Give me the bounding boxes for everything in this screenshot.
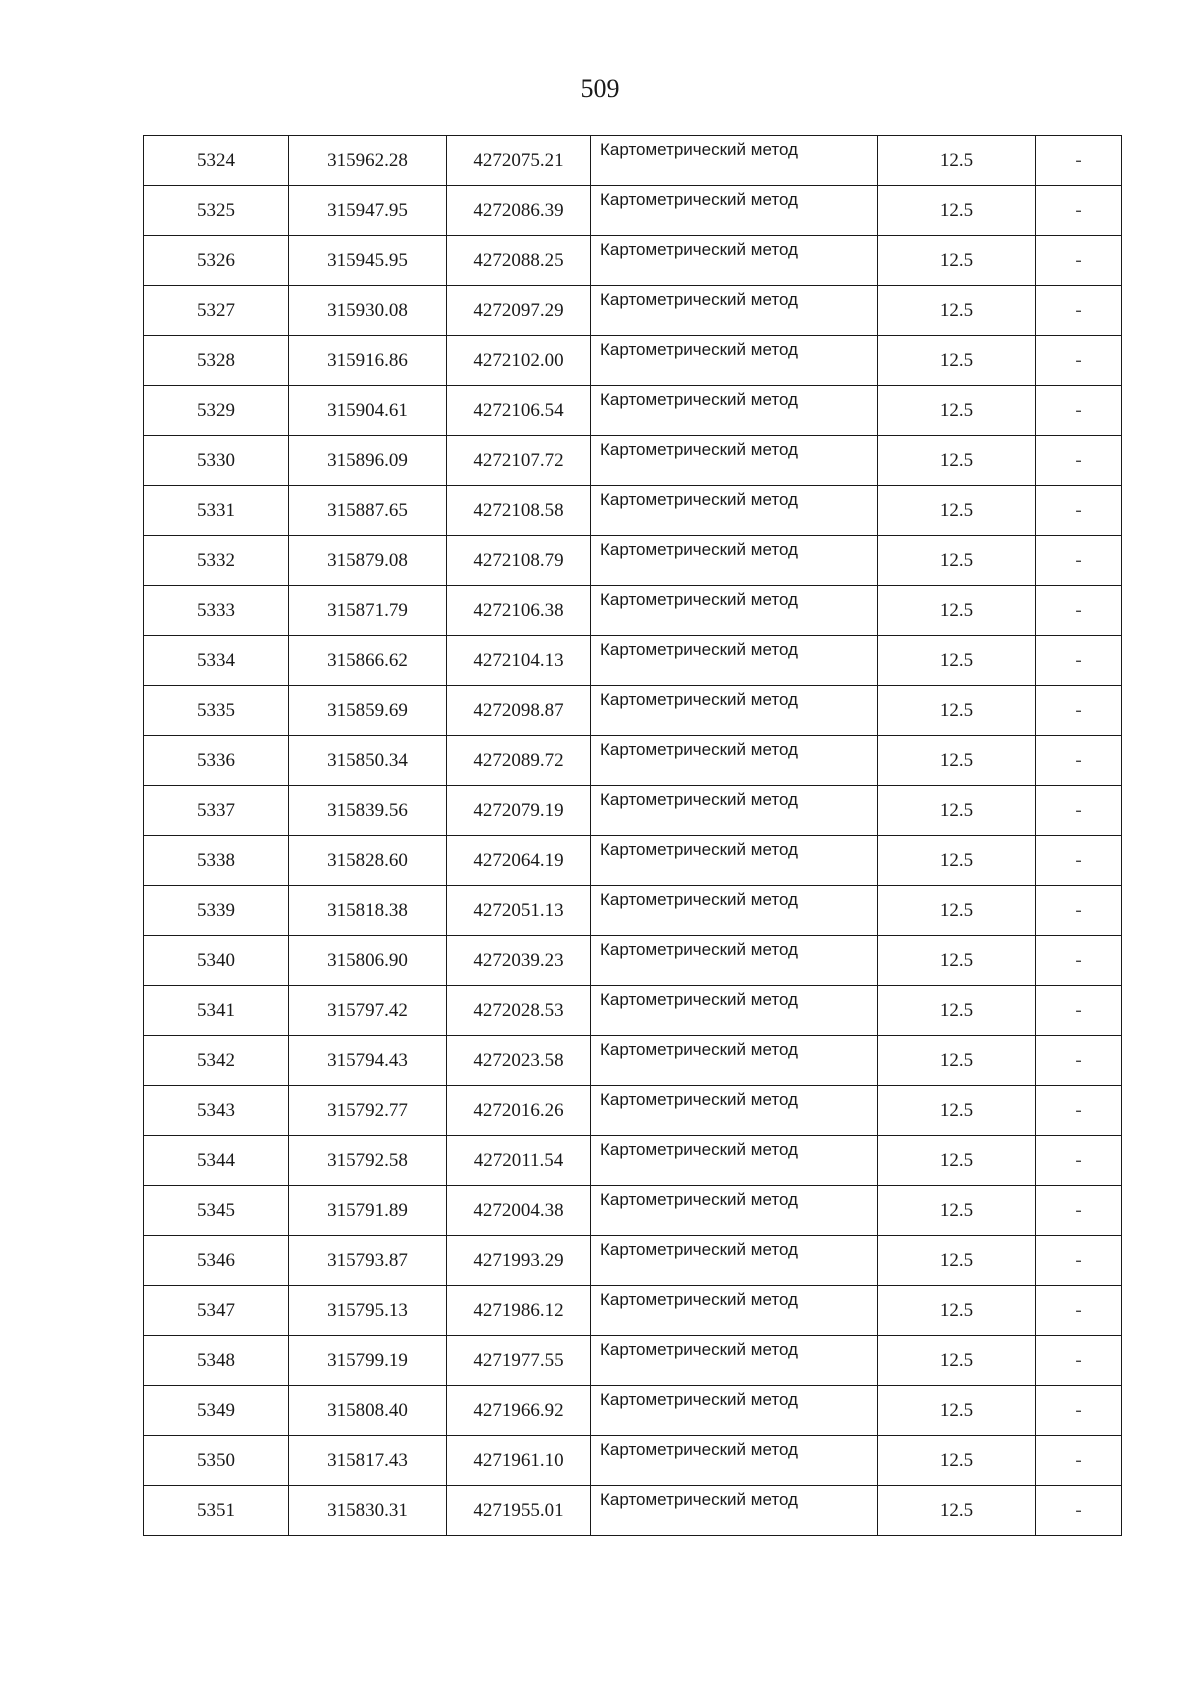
table-row <box>144 386 1122 436</box>
method-cell: Картометрический метод <box>591 1136 878 1186</box>
note-cell: - <box>1036 886 1122 936</box>
table-row <box>144 1086 1122 1136</box>
y-coordinate-cell: 4272097.29 <box>447 286 591 336</box>
accuracy-cell: 12.5 <box>878 836 1036 886</box>
y-coordinate-cell: 4272106.38 <box>447 586 591 636</box>
point-number-cell: 5347 <box>144 1286 289 1336</box>
y-coordinate-cell: 4271955.01 <box>447 1486 591 1536</box>
note-cell: - <box>1036 1386 1122 1436</box>
point-number-cell: 5331 <box>144 486 289 536</box>
point-number-cell: 5328 <box>144 336 289 386</box>
y-coordinate-cell: 4272023.58 <box>447 1036 591 1086</box>
accuracy-cell: 12.5 <box>878 536 1036 586</box>
note-cell: - <box>1036 336 1122 386</box>
accuracy-cell: 12.5 <box>878 136 1036 186</box>
method-cell: Картометрический метод <box>591 286 878 336</box>
x-coordinate-cell: 315930.08 <box>289 286 447 336</box>
table-row <box>144 1286 1122 1336</box>
x-coordinate-cell: 315792.77 <box>289 1086 447 1136</box>
y-coordinate-cell: 4272011.54 <box>447 1136 591 1186</box>
point-number-cell: 5342 <box>144 1036 289 1086</box>
note-cell: - <box>1036 586 1122 636</box>
note-cell: - <box>1036 1036 1122 1086</box>
method-cell: Картометрический метод <box>591 586 878 636</box>
method-cell: Картометрический метод <box>591 1186 878 1236</box>
note-cell: - <box>1036 1186 1122 1236</box>
y-coordinate-cell: 4272075.21 <box>447 136 591 186</box>
accuracy-cell: 12.5 <box>878 336 1036 386</box>
x-coordinate-cell: 315887.65 <box>289 486 447 536</box>
method-cell: Картометрический метод <box>591 686 878 736</box>
table-row <box>144 1486 1122 1536</box>
method-cell: Картометрический метод <box>591 1236 878 1286</box>
table-row <box>144 1186 1122 1236</box>
table-row <box>144 286 1122 336</box>
y-coordinate-cell: 4272086.39 <box>447 186 591 236</box>
note-cell: - <box>1036 236 1122 286</box>
note-cell: - <box>1036 286 1122 336</box>
x-coordinate-cell: 315828.60 <box>289 836 447 886</box>
table-row <box>144 886 1122 936</box>
y-coordinate-cell: 4272028.53 <box>447 986 591 1036</box>
method-cell: Картометрический метод <box>591 436 878 486</box>
method-cell: Картометрический метод <box>591 1286 878 1336</box>
point-number-cell: 5341 <box>144 986 289 1036</box>
note-cell: - <box>1036 1486 1122 1536</box>
method-cell: Картометрический метод <box>591 336 878 386</box>
x-coordinate-cell: 315945.95 <box>289 236 447 286</box>
accuracy-cell: 12.5 <box>878 886 1036 936</box>
note-cell: - <box>1036 1136 1122 1186</box>
accuracy-cell: 12.5 <box>878 436 1036 486</box>
accuracy-cell: 12.5 <box>878 1336 1036 1386</box>
method-cell: Картометрический метод <box>591 236 878 286</box>
method-cell: Картометрический метод <box>591 936 878 986</box>
point-number-cell: 5324 <box>144 136 289 186</box>
note-cell: - <box>1036 736 1122 786</box>
point-number-cell: 5350 <box>144 1436 289 1486</box>
y-coordinate-cell: 4272108.58 <box>447 486 591 536</box>
method-cell: Картометрический метод <box>591 1036 878 1086</box>
note-cell: - <box>1036 836 1122 886</box>
x-coordinate-cell: 315904.61 <box>289 386 447 436</box>
point-number-cell: 5325 <box>144 186 289 236</box>
note-cell: - <box>1036 986 1122 1036</box>
point-number-cell: 5344 <box>144 1136 289 1186</box>
point-number-cell: 5332 <box>144 536 289 586</box>
y-coordinate-cell: 4271993.29 <box>447 1236 591 1286</box>
point-number-cell: 5351 <box>144 1486 289 1536</box>
x-coordinate-cell: 315830.31 <box>289 1486 447 1536</box>
table-row <box>144 236 1122 286</box>
y-coordinate-cell: 4272104.13 <box>447 636 591 686</box>
method-cell: Картометрический метод <box>591 1486 878 1536</box>
accuracy-cell: 12.5 <box>878 186 1036 236</box>
point-number-cell: 5340 <box>144 936 289 986</box>
point-number-cell: 5334 <box>144 636 289 686</box>
accuracy-cell: 12.5 <box>878 986 1036 1036</box>
method-cell: Картометрический метод <box>591 836 878 886</box>
x-coordinate-cell: 315795.13 <box>289 1286 447 1336</box>
table-row <box>144 1336 1122 1386</box>
accuracy-cell: 12.5 <box>878 786 1036 836</box>
point-number-cell: 5330 <box>144 436 289 486</box>
table-row <box>144 486 1122 536</box>
method-cell: Картометрический метод <box>591 786 878 836</box>
accuracy-cell: 12.5 <box>878 1186 1036 1236</box>
point-number-cell: 5329 <box>144 386 289 436</box>
y-coordinate-cell: 4272108.79 <box>447 536 591 586</box>
accuracy-cell: 12.5 <box>878 1136 1036 1186</box>
point-number-cell: 5345 <box>144 1186 289 1236</box>
x-coordinate-cell: 315806.90 <box>289 936 447 986</box>
x-coordinate-cell: 315799.19 <box>289 1336 447 1386</box>
table-row <box>144 436 1122 486</box>
note-cell: - <box>1036 786 1122 836</box>
table-row <box>144 936 1122 986</box>
y-coordinate-cell: 4271977.55 <box>447 1336 591 1386</box>
table-row <box>144 1236 1122 1286</box>
table-row <box>144 686 1122 736</box>
table-row <box>144 1436 1122 1486</box>
table-row <box>144 586 1122 636</box>
method-cell: Картометрический метод <box>591 636 878 686</box>
table-row <box>144 336 1122 386</box>
table-row <box>144 1136 1122 1186</box>
method-cell: Картометрический метод <box>591 536 878 586</box>
table-row <box>144 836 1122 886</box>
x-coordinate-cell: 315916.86 <box>289 336 447 386</box>
method-cell: Картометрический метод <box>591 386 878 436</box>
point-number-cell: 5338 <box>144 836 289 886</box>
note-cell: - <box>1036 686 1122 736</box>
table-row <box>144 536 1122 586</box>
method-cell: Картометрический метод <box>591 986 878 1036</box>
y-coordinate-cell: 4272089.72 <box>447 736 591 786</box>
note-cell: - <box>1036 136 1122 186</box>
method-cell: Картометрический метод <box>591 186 878 236</box>
accuracy-cell: 12.5 <box>878 236 1036 286</box>
accuracy-cell: 12.5 <box>878 486 1036 536</box>
x-coordinate-cell: 315859.69 <box>289 686 447 736</box>
note-cell: - <box>1036 1336 1122 1386</box>
note-cell: - <box>1036 1286 1122 1336</box>
x-coordinate-cell: 315793.87 <box>289 1236 447 1286</box>
y-coordinate-cell: 4271961.10 <box>447 1436 591 1486</box>
table-row <box>144 186 1122 236</box>
x-coordinate-cell: 315839.56 <box>289 786 447 836</box>
accuracy-cell: 12.5 <box>878 1236 1036 1286</box>
method-cell: Картометрический метод <box>591 1436 878 1486</box>
y-coordinate-cell: 4272102.00 <box>447 336 591 386</box>
x-coordinate-cell: 315947.95 <box>289 186 447 236</box>
table-row <box>144 736 1122 786</box>
table-row <box>144 786 1122 836</box>
method-cell: Картометрический метод <box>591 1086 878 1136</box>
y-coordinate-cell: 4272088.25 <box>447 236 591 286</box>
note-cell: - <box>1036 536 1122 586</box>
point-number-cell: 5336 <box>144 736 289 786</box>
x-coordinate-cell: 315866.62 <box>289 636 447 686</box>
y-coordinate-cell: 4272064.19 <box>447 836 591 886</box>
x-coordinate-cell: 315797.42 <box>289 986 447 1036</box>
accuracy-cell: 12.5 <box>878 1436 1036 1486</box>
note-cell: - <box>1036 386 1122 436</box>
y-coordinate-cell: 4272004.38 <box>447 1186 591 1236</box>
note-cell: - <box>1036 486 1122 536</box>
accuracy-cell: 12.5 <box>878 1036 1036 1086</box>
note-cell: - <box>1036 636 1122 686</box>
x-coordinate-cell: 315791.89 <box>289 1186 447 1236</box>
x-coordinate-cell: 315871.79 <box>289 586 447 636</box>
point-number-cell: 5343 <box>144 1086 289 1136</box>
accuracy-cell: 12.5 <box>878 386 1036 436</box>
y-coordinate-cell: 4272079.19 <box>447 786 591 836</box>
note-cell: - <box>1036 436 1122 486</box>
method-cell: Картометрический метод <box>591 486 878 536</box>
table-row <box>144 1386 1122 1436</box>
note-cell: - <box>1036 1086 1122 1136</box>
accuracy-cell: 12.5 <box>878 736 1036 786</box>
point-number-cell: 5335 <box>144 686 289 736</box>
accuracy-cell: 12.5 <box>878 586 1036 636</box>
x-coordinate-cell: 315808.40 <box>289 1386 447 1436</box>
x-coordinate-cell: 315792.58 <box>289 1136 447 1186</box>
x-coordinate-cell: 315850.34 <box>289 736 447 786</box>
note-cell: - <box>1036 1436 1122 1486</box>
page-number: 509 <box>580 74 620 103</box>
y-coordinate-cell: 4271966.92 <box>447 1386 591 1436</box>
y-coordinate-cell: 4272039.23 <box>447 936 591 986</box>
y-coordinate-cell: 4272106.54 <box>447 386 591 436</box>
accuracy-cell: 12.5 <box>878 1386 1036 1436</box>
x-coordinate-cell: 315962.28 <box>289 136 447 186</box>
method-cell: Картометрический метод <box>591 736 878 786</box>
accuracy-cell: 12.5 <box>878 1486 1036 1536</box>
point-number-cell: 5348 <box>144 1336 289 1386</box>
accuracy-cell: 12.5 <box>878 286 1036 336</box>
coordinates-table-body <box>144 136 1122 1536</box>
method-cell: Картометрический метод <box>591 886 878 936</box>
y-coordinate-cell: 4272016.26 <box>447 1086 591 1136</box>
point-number-cell: 5346 <box>144 1236 289 1286</box>
point-number-cell: 5333 <box>144 586 289 636</box>
note-cell: - <box>1036 1236 1122 1286</box>
table-row <box>144 1036 1122 1086</box>
coordinates-table <box>143 135 1122 1536</box>
note-cell: - <box>1036 186 1122 236</box>
y-coordinate-cell: 4271986.12 <box>447 1286 591 1336</box>
point-number-cell: 5326 <box>144 236 289 286</box>
method-cell: Картометрический метод <box>591 1336 878 1386</box>
method-cell: Картометрический метод <box>591 136 878 186</box>
point-number-cell: 5349 <box>144 1386 289 1436</box>
y-coordinate-cell: 4272051.13 <box>447 886 591 936</box>
accuracy-cell: 12.5 <box>878 1086 1036 1136</box>
point-number-cell: 5339 <box>144 886 289 936</box>
accuracy-cell: 12.5 <box>878 1286 1036 1336</box>
y-coordinate-cell: 4272098.87 <box>447 686 591 736</box>
table-row <box>144 636 1122 686</box>
x-coordinate-cell: 315794.43 <box>289 1036 447 1086</box>
point-number-cell: 5327 <box>144 286 289 336</box>
accuracy-cell: 12.5 <box>878 636 1036 686</box>
x-coordinate-cell: 315818.38 <box>289 886 447 936</box>
accuracy-cell: 12.5 <box>878 936 1036 986</box>
x-coordinate-cell: 315817.43 <box>289 1436 447 1486</box>
note-cell: - <box>1036 936 1122 986</box>
point-number-cell: 5337 <box>144 786 289 836</box>
table-row <box>144 136 1122 186</box>
x-coordinate-cell: 315896.09 <box>289 436 447 486</box>
method-cell: Картометрический метод <box>591 1386 878 1436</box>
accuracy-cell: 12.5 <box>878 686 1036 736</box>
table-row <box>144 986 1122 1036</box>
y-coordinate-cell: 4272107.72 <box>447 436 591 486</box>
x-coordinate-cell: 315879.08 <box>289 536 447 586</box>
